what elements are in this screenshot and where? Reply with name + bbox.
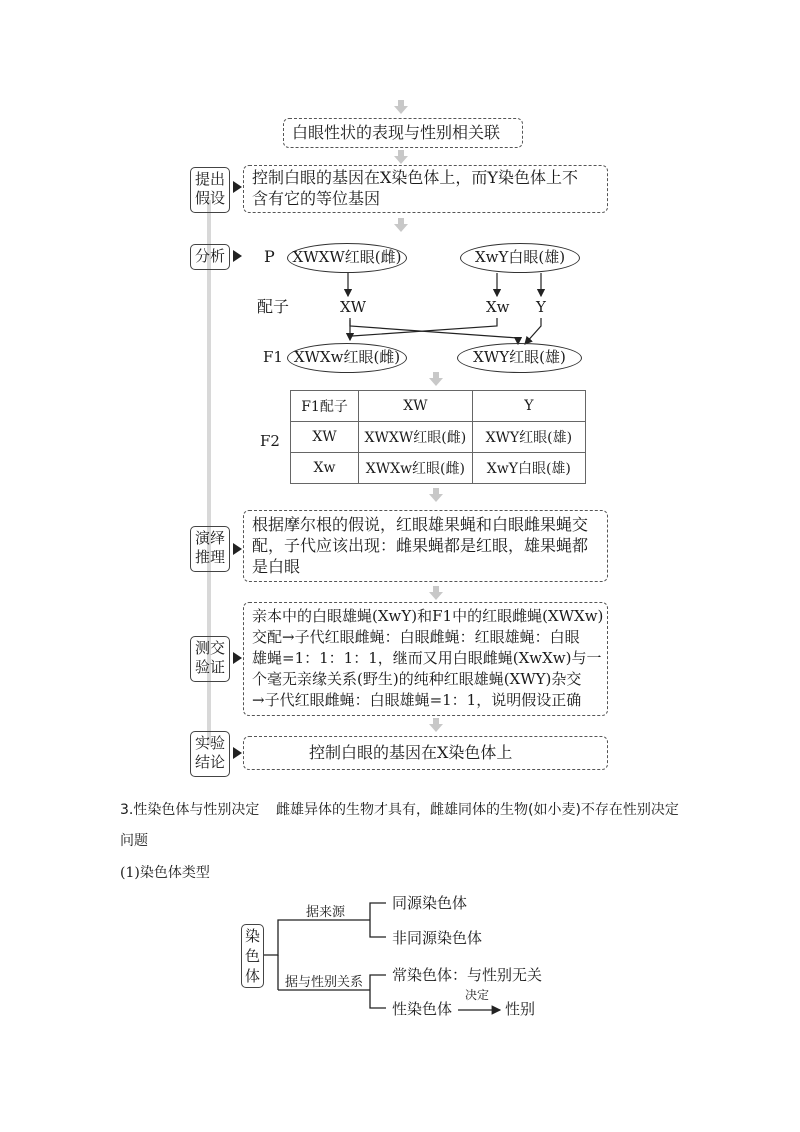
deduction-text-2: 配，子代应该出现：雌果蝇都是红眼，雄果蝇都 (252, 536, 589, 555)
table-cell: XW (291, 422, 359, 453)
table-cell: Xw (291, 453, 359, 484)
table-cell: XWXw红眼(雌) (359, 453, 473, 484)
leaf-homologous: 同源染色体 (392, 894, 468, 912)
observation-text: 白眼性状的表现与性别相关联 (292, 123, 501, 142)
p-generation-label: P (264, 247, 275, 266)
section3-heading: 3.性染色体与性别决定 (120, 802, 260, 818)
table-cell: XW (359, 391, 473, 422)
f1-male-oval: XWY红眼(雄) (457, 343, 582, 373)
testcross-text-3: 雄蝇=1：1：1：1，继而又用白眼雌蝇(XwXw)与一 (252, 649, 602, 667)
conclusion-label-line2: 结论 (194, 753, 225, 771)
f2-label: F2 (260, 432, 280, 450)
root-char-2: 色 (244, 947, 260, 965)
analysis-label: 分析 (190, 244, 230, 270)
gamete-y: Y (536, 298, 546, 316)
gamete-xw-female: XW (340, 298, 367, 316)
hypothesis-label-line2: 假设 (194, 189, 225, 207)
testcross-text-2: 交配→子代红眼雌蝇：白眼雌蝇：红眼雄蝇：白眼 (252, 628, 580, 646)
table-cell: Y (472, 391, 585, 422)
testcross-label-line2: 验证 (194, 658, 225, 676)
leaf-autosome: 常染色体：与性别无关 (392, 966, 543, 984)
deduction-text-3: 是白眼 (252, 557, 301, 576)
table-cell: XwY白眼(雄) (472, 453, 585, 484)
subsection-1-heading: (1)染色体类型 (120, 865, 210, 881)
leaf-nonhomologous: 非同源染色体 (392, 929, 483, 947)
root-char-3: 体 (244, 967, 260, 985)
deduction-label (190, 526, 230, 572)
table-cell: F1配子 (291, 391, 359, 422)
table-row (291, 422, 586, 453)
gamete-xw-male: Xw (486, 298, 510, 316)
f1-female-oval: XWXw红眼(雌) (287, 343, 407, 373)
conclusion-label (190, 731, 230, 777)
determine-arrow-label: 决定 (465, 988, 490, 1002)
deduction-label-line2: 推理 (194, 548, 225, 566)
hypothesis-box (243, 165, 608, 213)
testcross-box (243, 602, 608, 716)
observation-box (283, 118, 523, 148)
leaf-sex-chromosome: 性染色体 (392, 1000, 453, 1018)
gamete-label: 配子 (257, 297, 290, 316)
f2-punnett-table (290, 390, 586, 484)
table-cell: XWY红眼(雄) (472, 422, 585, 453)
hypothesis-label-line1: 提出 (194, 170, 225, 188)
deduction-text-1: 根据摩尔根的假说，红眼雄果蝇和白眼雌果蝇交 (252, 515, 589, 534)
branch-by-source: 据来源 (306, 905, 346, 920)
table-row (291, 453, 586, 484)
hypothesis-label (190, 167, 230, 213)
section3-text-2: 问题 (120, 833, 148, 849)
testcross-text-5: →子代红眼雌蝇：白眼雄蝇=1：1，说明假设正确 (252, 691, 582, 709)
table-cell: XWXW红眼(雌) (359, 422, 473, 453)
conclusion-text: 控制白眼的基因在X染色体上 (309, 743, 513, 762)
parent-female-oval: XWXW红眼(雌) (287, 243, 407, 273)
testcross-label (190, 636, 230, 682)
section3-text-1: 雌雄异体的生物才具有，雌雄同体的生物(如小麦)不存在性别决定 (276, 802, 679, 818)
leaf-sex: 性别 (505, 1000, 536, 1018)
hypothesis-text-1: 控制白眼的基因在X染色体上，而Y染色体上不 (252, 168, 578, 187)
testcross-label-line1: 测交 (194, 639, 225, 657)
table-header-row (291, 391, 586, 422)
testcross-text-1: 亲本中的白眼雄蝇(XwY)和F1中的红眼雌蝇(XWXw) (252, 607, 604, 625)
deduction-box (243, 510, 608, 582)
conclusion-box (243, 736, 608, 770)
conclusion-label-line1: 实验 (194, 734, 225, 752)
chromosome-root (241, 924, 264, 988)
hypothesis-text-2: 含有它的等位基因 (252, 189, 381, 208)
deduction-label-line1: 演绎 (194, 529, 225, 547)
root-char-1: 染 (244, 927, 260, 945)
f1-label: F1 (263, 348, 283, 366)
parent-male-oval: XwY白眼(雄) (460, 243, 580, 273)
branch-by-sex: 据与性别关系 (285, 975, 364, 990)
testcross-text-4: 个毫无亲缘关系(野生)的纯种红眼雄蝇(XWY)杂交 (252, 670, 582, 688)
